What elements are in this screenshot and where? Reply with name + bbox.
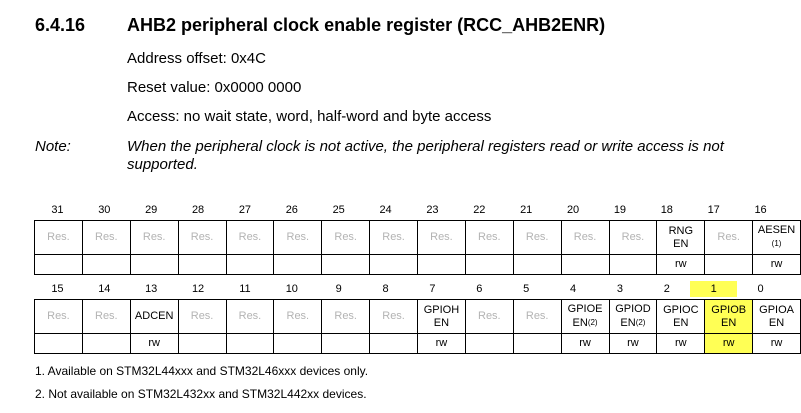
bit-number-20: 20 bbox=[566, 204, 580, 216]
bit-number-22: 22 bbox=[473, 204, 486, 216]
field-rng: RNG EN bbox=[657, 221, 705, 255]
bit-number-25: 25 bbox=[332, 204, 345, 216]
reserved-field: Res. bbox=[274, 300, 322, 334]
field-gpioh: GPIOH EN bbox=[418, 300, 466, 334]
reserved-field: Res. bbox=[35, 300, 83, 334]
reserved-field: Res. bbox=[35, 221, 83, 255]
bit-number-13: 13 bbox=[145, 283, 158, 295]
bit-number-21: 21 bbox=[520, 204, 533, 216]
access-cell-bit-14 bbox=[82, 334, 130, 354]
bit-number-5: 5 bbox=[523, 283, 530, 295]
bit-number-24: 24 bbox=[379, 204, 392, 216]
field-aesen: AESEN $^{(1)}$ bbox=[753, 221, 801, 255]
bit-number-26: 26 bbox=[285, 204, 298, 216]
reserved-field: Res. bbox=[178, 300, 226, 334]
access-cell-bit-5 bbox=[513, 334, 561, 354]
access-cell-bit-23 bbox=[418, 255, 466, 275]
register-lower-half bbox=[34, 299, 801, 354]
note-label: Note: bbox=[35, 138, 71, 155]
lower-bit-numbers bbox=[34, 281, 784, 297]
access-cell-bit-19 bbox=[609, 255, 657, 275]
bit-number-17: 17 bbox=[707, 204, 720, 216]
reserved-field: Res. bbox=[274, 221, 322, 255]
section-number: 6.4.16 bbox=[35, 15, 86, 35]
bit-number-28: 28 bbox=[191, 204, 205, 216]
access-cell-bit-10 bbox=[274, 334, 322, 354]
reserved-field: Res. bbox=[513, 221, 561, 255]
bit-number-2: 2 bbox=[663, 283, 670, 295]
reserved-field: Res. bbox=[322, 300, 370, 334]
bit-number-30: 30 bbox=[98, 204, 111, 216]
access-cell-bit-3: rw bbox=[609, 334, 657, 354]
bit-number-18: 18 bbox=[660, 204, 673, 216]
bit-number-4: 4 bbox=[570, 283, 577, 295]
reserved-field: Res. bbox=[226, 221, 274, 255]
reserved-field: Res. bbox=[705, 221, 753, 255]
access-cell-bit-2: rw bbox=[657, 334, 705, 354]
access-cell-bit-12 bbox=[178, 334, 226, 354]
access-cell-bit-22 bbox=[465, 255, 513, 275]
bit-number-7: 7 bbox=[429, 283, 436, 295]
reserved-field: Res. bbox=[82, 300, 130, 334]
access-cell-bit-25 bbox=[322, 255, 370, 275]
reserved-field: Res. bbox=[370, 300, 418, 334]
register-upper-half bbox=[34, 220, 801, 275]
access-cell-bit-18: rw bbox=[657, 255, 705, 275]
bit-number-11: 11 bbox=[239, 283, 251, 295]
access-cell-bit-9 bbox=[322, 334, 370, 354]
access-cell-bit-29 bbox=[130, 255, 178, 275]
note-text: When the peripheral clock is not active, the peripheral registers read or write access is not supported. bbox=[127, 138, 724, 173]
footnote-1: 1. Available on STM32L44xxx and STM32L46xxx devices only. bbox=[35, 364, 369, 378]
field-gpioa: GPIOA EN bbox=[753, 300, 801, 334]
reserved-field: Res. bbox=[130, 221, 178, 255]
reset-value: Reset value: 0x0000 0000 bbox=[127, 79, 302, 96]
bit-number-8: 8 bbox=[382, 283, 389, 295]
reserved-field: Res. bbox=[178, 221, 226, 255]
bit-number-9: 9 bbox=[335, 283, 342, 295]
access-cell-bit-28 bbox=[178, 255, 226, 275]
access-cell-bit-15 bbox=[35, 334, 83, 354]
reserved-field: Res. bbox=[561, 221, 609, 255]
reserved-field: Res. bbox=[465, 221, 513, 255]
access-cell-bit-0: rw bbox=[753, 334, 801, 354]
bit-number-6: 6 bbox=[476, 283, 483, 295]
field-adcen: ADCEN bbox=[130, 300, 178, 334]
address-offset: Address offset: 0x4C bbox=[127, 50, 266, 67]
access-cell-bit-11 bbox=[226, 334, 274, 354]
section-title: AHB2 peripheral clock enable register (RCC_AHB2ENR) bbox=[127, 15, 606, 35]
upper-bit-numbers bbox=[34, 202, 784, 218]
footnote-2: 2. Not available on STM32L432xx and STM32L442xx devices. bbox=[35, 387, 367, 401]
bit-number-27: 27 bbox=[238, 204, 252, 216]
bit-number-1: 1 bbox=[690, 281, 737, 297]
bit-number-23: 23 bbox=[426, 204, 439, 216]
reserved-field: Res. bbox=[513, 300, 561, 334]
access-cell-bit-30 bbox=[82, 255, 130, 275]
bit-number-15: 15 bbox=[51, 283, 64, 295]
access-cell-bit-16: rw bbox=[753, 255, 801, 275]
bit-number-10: 10 bbox=[285, 283, 298, 295]
reserved-field: Res. bbox=[609, 221, 657, 255]
field-gpioe: GPIOE EN$^{(2)}$ bbox=[561, 300, 609, 334]
access-cell-bit-8 bbox=[370, 334, 418, 354]
access-cell-bit-13: rw bbox=[130, 334, 178, 354]
reserved-field: Res. bbox=[82, 221, 130, 255]
access-cell-bit-20 bbox=[561, 255, 609, 275]
access-cell-bit-27 bbox=[226, 255, 274, 275]
bit-number-14: 14 bbox=[98, 283, 111, 295]
access-cell-bit-6 bbox=[465, 334, 513, 354]
access-cell-bit-17 bbox=[705, 255, 753, 275]
bit-number-3: 3 bbox=[616, 283, 623, 295]
access-cell-bit-21 bbox=[513, 255, 561, 275]
bit-number-16: 16 bbox=[754, 204, 767, 216]
access-cell-bit-4: rw bbox=[561, 334, 609, 354]
bit-number-0: 0 bbox=[757, 283, 764, 295]
bit-number-12: 12 bbox=[191, 283, 205, 295]
field-gpiob: GPIOB EN bbox=[705, 300, 753, 334]
bit-number-31: 31 bbox=[51, 204, 64, 216]
access-cell-bit-1: rw bbox=[705, 334, 753, 354]
field-gpioc: GPIOC EN bbox=[657, 300, 705, 334]
access-cell-bit-26 bbox=[274, 255, 322, 275]
field-gpiod: GPIOD EN$^{(2)}$ bbox=[609, 300, 657, 334]
reserved-field: Res. bbox=[370, 221, 418, 255]
reserved-field: Res. bbox=[322, 221, 370, 255]
reserved-field: Res. bbox=[226, 300, 274, 334]
reserved-field: Res. bbox=[418, 221, 466, 255]
access-info: Access: no wait state, word, half-word and byte access bbox=[127, 108, 492, 125]
access-cell-bit-31 bbox=[35, 255, 83, 275]
reserved-field: Res. bbox=[465, 300, 513, 334]
bit-number-19: 19 bbox=[613, 204, 627, 216]
access-cell-bit-24 bbox=[370, 255, 418, 275]
bit-number-29: 29 bbox=[145, 204, 158, 216]
access-cell-bit-7: rw bbox=[418, 334, 466, 354]
